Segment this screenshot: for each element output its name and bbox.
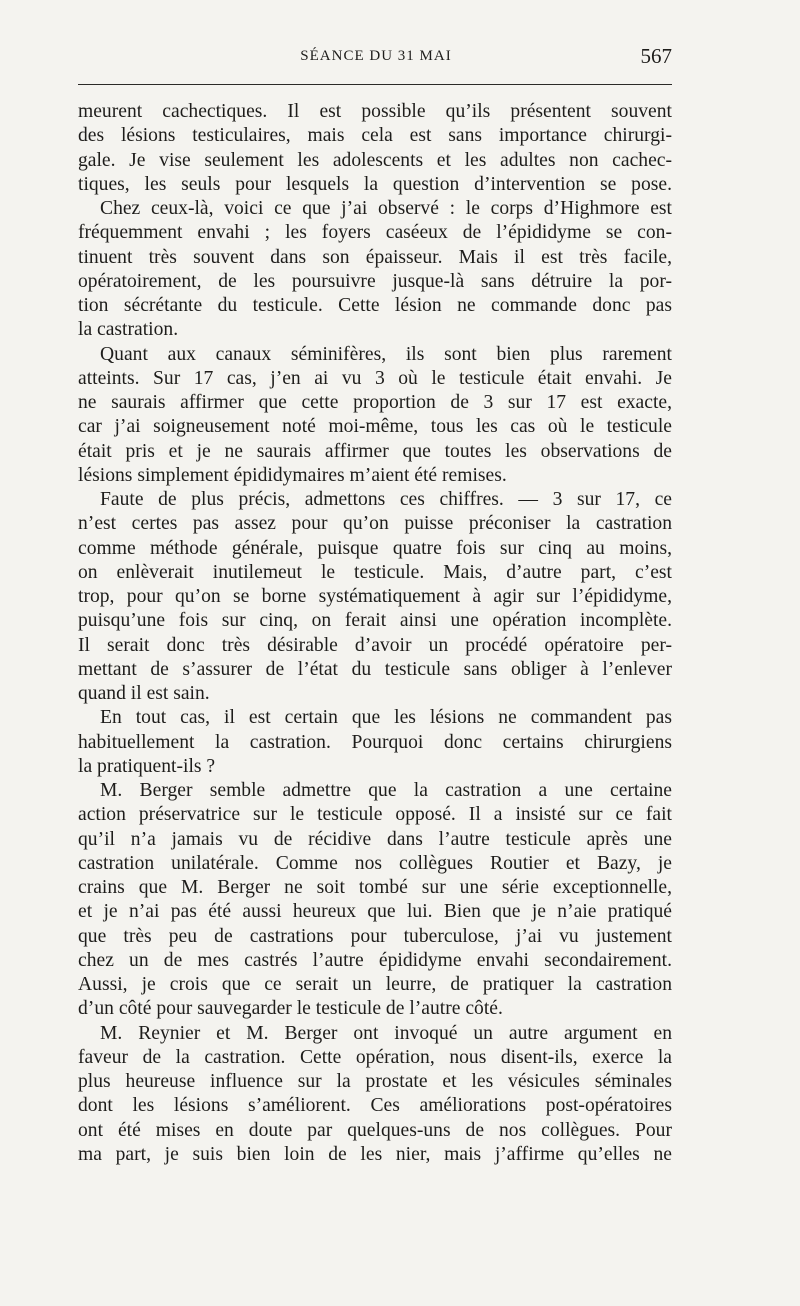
text-line: plus heureuse influence sur la prostate et les vésicules séminales xyxy=(78,1071,672,1092)
text-line: la pratiquent-ils ? xyxy=(78,755,216,777)
text-line: qu’il n’a jamais vu de récidive dans l’autre testicule après une xyxy=(78,828,672,850)
text-line: opératoirement, de les poursuivre jusque-là sans détruire la por- xyxy=(78,270,672,292)
text-line: lésions simplement épididymaires m’aient été remises. xyxy=(78,464,507,486)
text-line: meurent cachectiques. Il est possible qu’ils présentent souvent xyxy=(78,101,672,122)
text-line: ont été mises en doute par quelques-uns de nos collègues. Pour xyxy=(78,1119,672,1141)
text-line: M. Reynier et M. Berger ont invoqué un autre argument en xyxy=(100,1022,672,1044)
text-line: crains que M. Berger ne soit tombé sur une série exceptionnelle, xyxy=(78,877,672,898)
text-line: la castration. xyxy=(78,319,179,341)
text-line: d’un côté pour sauvegarder le testicule de l’autre côté. xyxy=(78,998,503,1020)
running-title: SÉANCE DU 31 MAI xyxy=(300,48,452,64)
text-line: Chez ceux-là, voici ce que j’ai observé : le corps d’Highmore est xyxy=(100,198,672,219)
text-line: faveur de la castration. Cette opération, nous disent-ils, exerce la xyxy=(78,1046,672,1068)
text-line: était pris et je ne saurais affirmer que toutes les observations de xyxy=(78,440,672,462)
text-line: n’est certes pas assez pour qu’on puisse préconiser la castration xyxy=(78,513,672,535)
text-line: castration unilatérale. Comme nos collègues Routier et Bazy, je xyxy=(78,852,672,874)
text-line: Faute de plus précis, admettons ces chiffres. — 3 sur 17, ce xyxy=(100,489,672,510)
text-line: que très peu de castrations pour tuberculose, j’ai vu justement xyxy=(78,925,672,947)
text-line: habituellement la castration. Pourquoi donc certains chirurgiens xyxy=(78,731,672,753)
text-line: chez un de mes castrés l’autre épididyme envahi secondairement. xyxy=(78,949,672,971)
text-line: quand il est sain. xyxy=(78,683,210,704)
text-line: on enlèverait inutilemeut le testicule. Mais, d’autre part, c’est xyxy=(78,561,672,583)
text-line: fréquemment envahi ; les foyers caséeux de l’épididyme se con- xyxy=(78,222,672,244)
text-line: tinuent très souvent dans son épaisseur. Mais il est très facile, xyxy=(78,246,672,268)
text-line: Quant aux canaux séminifères, ils sont bien plus rarement xyxy=(100,343,672,365)
text-line: M. Berger semble admettre que la castration a une certaine xyxy=(100,780,672,801)
text-line: et je n’ai pas été aussi heureux que lui. Bien que je n’aie pratiqué xyxy=(78,901,672,923)
text-line: ma part, je suis bien loin de les nier, mais j’affirme qu’elles ne xyxy=(78,1143,672,1165)
text-line: dont les lésions s’améliorent. Ces améliorations post-opératoires xyxy=(78,1095,672,1117)
text-line: tion sécrétante du testicule. Cette lésion ne commande donc pas xyxy=(78,295,672,316)
text-line: Aussi, je crois que ce serait un leurre, de pratiquer la castration xyxy=(78,974,672,995)
text-line: Il serait donc très désirable d’avoir un procédé opératoire per- xyxy=(78,634,672,656)
text-line: mettant de s’assurer de l’état du testicule sans obliger à l’enlever xyxy=(78,658,672,680)
text-line: gale. Je vise seulement les adolescents et les adultes non cachec- xyxy=(78,149,672,171)
text-line: car j’ai soigneusement noté moi-même, tous les cas où le testicule xyxy=(78,416,672,438)
text-line: comme méthode générale, puisque quatre fois sur cinq au moins, xyxy=(78,537,672,559)
body-text xyxy=(78,100,672,1167)
page-number: 567 xyxy=(640,44,672,68)
text-line: action préservatrice sur le testicule opposé. Il a insisté sur ce fait xyxy=(78,804,672,826)
text-line: trop, pour qu’on se borne systématiquement à agir sur l’épididyme, xyxy=(78,586,672,607)
text-line: En tout cas, il est certain que les lésions ne commandent pas xyxy=(100,707,672,729)
text-line: ne saurais affirmer que cette proportion de 3 sur 17 est exacte, xyxy=(78,392,672,413)
text-line: puisqu’une fois sur cinq, on ferait ainsi une opération incomplète. xyxy=(78,610,672,632)
text-line: tiques, les seuls pour lesquels la question d’intervention se pose. xyxy=(78,173,672,195)
running-head xyxy=(80,44,672,70)
header-rule xyxy=(78,84,672,85)
text-line: atteints. Sur 17 cas, j’en ai vu 3 où le testicule était envahi. Je xyxy=(78,367,672,389)
text-line: des lésions testiculaires, mais cela est sans importance chirurgi- xyxy=(78,125,672,147)
